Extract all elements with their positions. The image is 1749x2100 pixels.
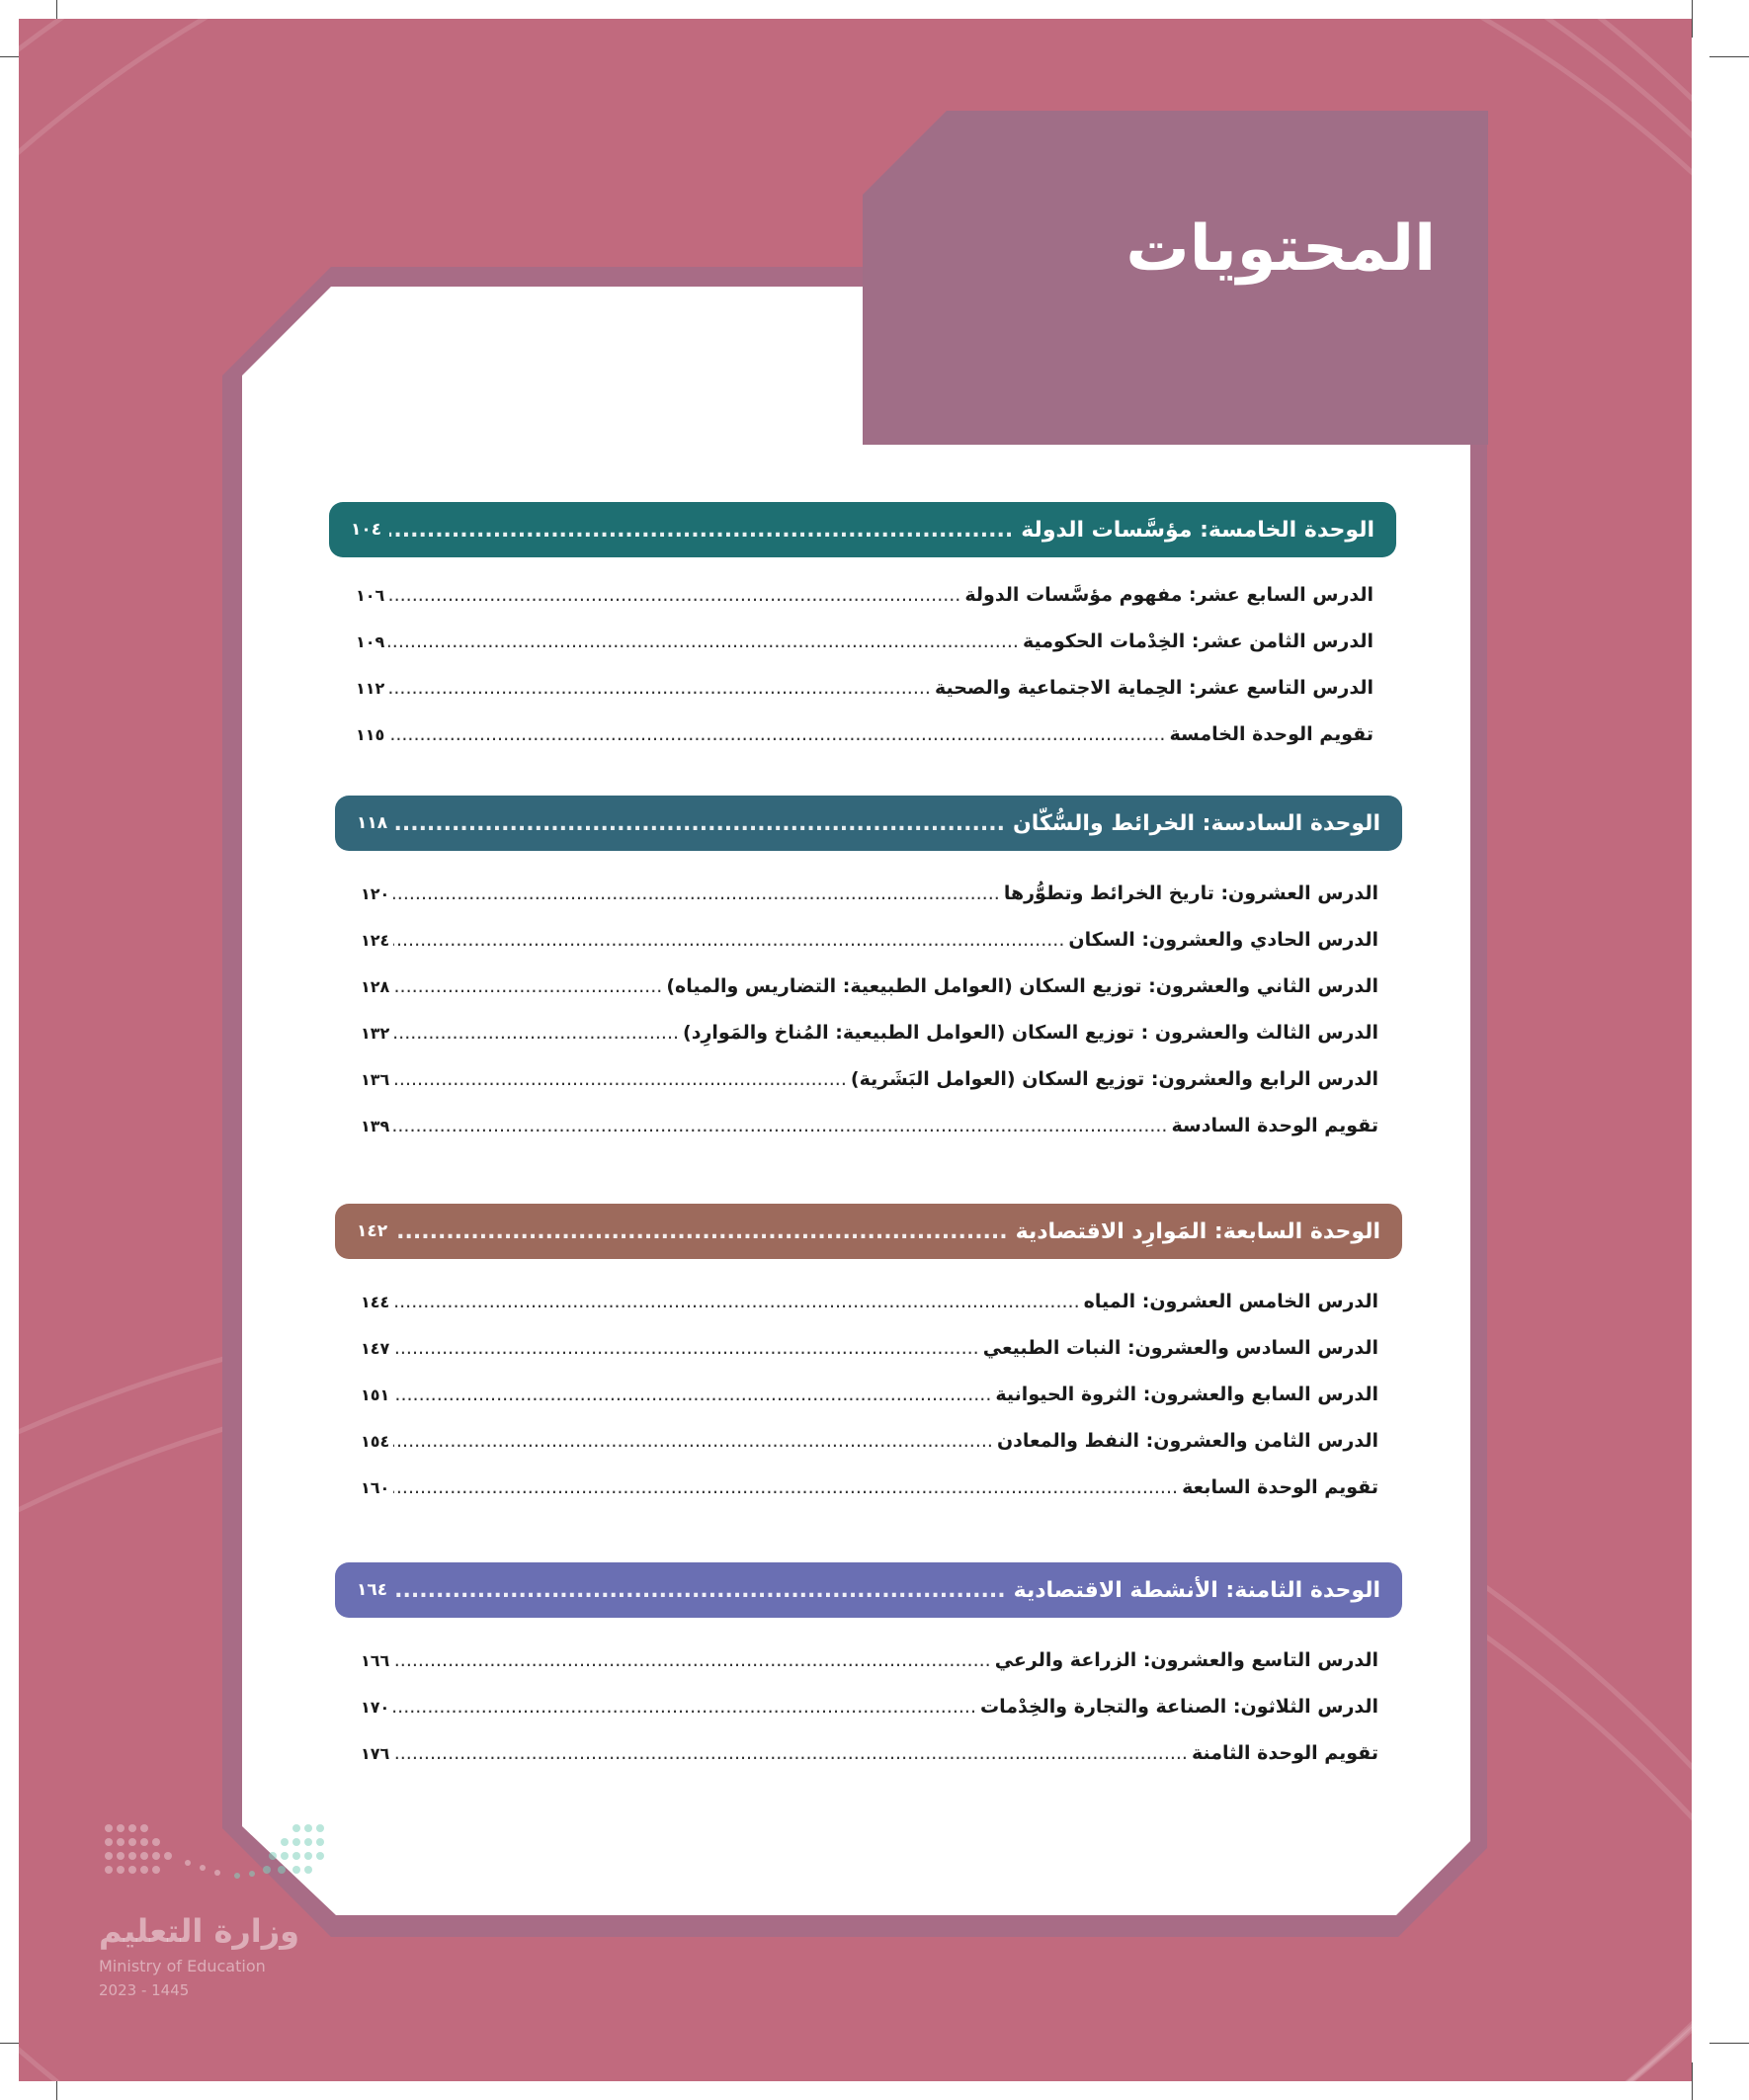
leader-dots <box>393 1337 978 1359</box>
lesson-row[interactable] <box>356 573 1374 617</box>
leader-dots <box>395 1578 1005 1603</box>
unit-heading-label: الوحدة الثامنة: الأنشطة الاقتصادية <box>1013 1577 1380 1603</box>
leader-dots <box>393 1115 1167 1136</box>
lesson-page-number: ١٧٦ <box>361 1743 390 1763</box>
lesson-page-number: ١١٥ <box>356 724 385 744</box>
lesson-label: الدرس الثاني والعشرون: توزيع السكان (العوامل الطبيعية: التضاريس والمياه) <box>666 975 1378 997</box>
unit-page-number: ١٤٢ <box>357 1221 388 1241</box>
lesson-row[interactable] <box>356 666 1374 710</box>
lesson-page-number: ١٢٨ <box>361 976 390 996</box>
lesson-label: الدرس الخامس العشرون: المياه <box>1083 1291 1378 1312</box>
lesson-row[interactable] <box>361 918 1378 962</box>
leader-dots <box>393 882 1000 904</box>
leader-dots <box>395 811 1005 836</box>
crop-mark <box>1692 2062 1693 2100</box>
leader-dots <box>389 518 1013 543</box>
crop-mark <box>1709 2043 1749 2044</box>
unit-heading[interactable] <box>329 502 1396 557</box>
lesson-page-number: ١٠٩ <box>356 631 385 651</box>
lesson-row[interactable] <box>361 1011 1378 1054</box>
leader-dots <box>393 1430 993 1452</box>
lesson-row[interactable] <box>361 1638 1378 1682</box>
leader-dots <box>388 723 1165 745</box>
lesson-label: الدرس العشرون: تاريخ الخرائط وتطوُّرها <box>1003 882 1378 904</box>
leader-dots <box>393 975 662 997</box>
lesson-label: الدرس الثالث والعشرون : توزيع السكان (العوامل الطبيعية: المُناخ والمَوارِد) <box>683 1022 1378 1044</box>
lesson-label: الدرس الثلاثون: الصناعة والتجارة والخِدْمات <box>980 1696 1378 1718</box>
lesson-page-number: ١٢٤ <box>361 930 390 950</box>
unit-heading-label: الوحدة الخامسة: مؤسَّسات الدولة <box>1021 517 1374 543</box>
lesson-row[interactable] <box>361 1685 1378 1728</box>
unit-heading-label: الوحدة السابعة: المَوارِد الاقتصادية <box>1015 1218 1380 1244</box>
unit-heading[interactable] <box>335 1204 1402 1259</box>
lesson-row[interactable] <box>361 872 1378 915</box>
leader-dots <box>393 1022 679 1044</box>
leader-dots <box>388 584 960 606</box>
lesson-label: الدرس الرابع والعشرون: توزيع السكان (العوامل البَشَرية) <box>850 1068 1378 1090</box>
lesson-row[interactable] <box>361 1466 1378 1509</box>
lesson-label: تقويم الوحدة الخامسة <box>1169 723 1374 745</box>
lesson-label: تقويم الوحدة الثامنة <box>1191 1742 1378 1764</box>
unit-page-number: ١٦٤ <box>357 1580 388 1600</box>
lesson-label: تقويم الوحدة السادسة <box>1171 1115 1378 1136</box>
lesson-label: الدرس التاسع عشر: الحِماية الاجتماعية والصحية <box>934 677 1374 699</box>
leader-dots <box>395 1219 1007 1244</box>
unit-page-number: ١١٨ <box>357 813 388 833</box>
leader-dots <box>388 677 931 699</box>
leader-dots <box>393 1384 991 1405</box>
lesson-page-number: ١٢٠ <box>361 883 390 903</box>
lesson-page-number: ١٣٦ <box>361 1069 390 1089</box>
crop-mark <box>1709 56 1749 57</box>
leader-dots <box>393 1696 976 1718</box>
lesson-page-number: ١١٢ <box>356 678 385 698</box>
lesson-row[interactable] <box>361 1104 1378 1147</box>
lesson-row[interactable] <box>361 1057 1378 1101</box>
unit-heading[interactable] <box>335 1562 1402 1618</box>
lesson-label: الدرس الثامن والعشرون: النفط والمعادن <box>996 1430 1378 1452</box>
lesson-label: تقويم الوحدة السابعة <box>1182 1476 1378 1498</box>
leader-dots <box>393 1649 990 1671</box>
lesson-row[interactable] <box>361 1419 1378 1463</box>
lesson-row[interactable] <box>361 1373 1378 1416</box>
lesson-page-number: ١٧٠ <box>361 1697 390 1717</box>
ministry-year: 2023 - 1445 <box>99 1981 190 1999</box>
crop-mark <box>1692 0 1693 38</box>
unit-page-number: ١٠٤ <box>351 520 382 540</box>
lesson-page-number: ١٤٧ <box>361 1338 390 1358</box>
lesson-label: الدرس التاسع والعشرون: الزراعة والرعي <box>994 1649 1378 1671</box>
leader-dots <box>388 630 1019 652</box>
leader-dots <box>393 1476 1178 1498</box>
lesson-row[interactable] <box>361 965 1378 1008</box>
leader-dots <box>393 1742 1188 1764</box>
lesson-page-number: ١٦٠ <box>361 1477 390 1497</box>
lesson-page-number: ١٣٢ <box>361 1023 390 1043</box>
leader-dots <box>393 929 1064 951</box>
lesson-row[interactable] <box>361 1326 1378 1370</box>
leader-dots <box>393 1291 1079 1312</box>
lesson-label: الدرس الثامن عشر: الخِدْمات الحكومية <box>1022 630 1374 652</box>
ministry-name-en: Ministry of Education <box>99 1957 266 1975</box>
leader-dots <box>393 1068 847 1090</box>
lesson-row[interactable] <box>361 1280 1378 1323</box>
unit-heading[interactable] <box>335 796 1402 851</box>
lesson-label: الدرس السابع والعشرون: الثروة الحيوانية <box>995 1384 1378 1405</box>
lesson-row[interactable] <box>361 1731 1378 1775</box>
lesson-page-number: ١٤٤ <box>361 1292 390 1311</box>
lesson-page-number: ١٠٦ <box>356 585 385 605</box>
lesson-page-number: ١٥١ <box>361 1385 390 1404</box>
lesson-page-number: ١٣٩ <box>361 1116 390 1135</box>
lesson-row[interactable] <box>356 713 1374 756</box>
lesson-label: الدرس الحادي والعشرون: السكان <box>1068 929 1378 951</box>
lesson-label: الدرس السابع عشر: مفهوم مؤسَّسات الدولة <box>964 584 1374 606</box>
lesson-page-number: ١٥٤ <box>361 1431 390 1451</box>
page-title: المحتويات <box>1125 212 1436 286</box>
lesson-page-number: ١٦٦ <box>361 1650 390 1670</box>
ministry-name-ar: وزارة التعليم <box>99 1912 300 1950</box>
unit-heading-label: الوحدة السادسة: الخرائط والسُّكّان <box>1012 810 1380 836</box>
lesson-row[interactable] <box>356 620 1374 663</box>
lesson-label: الدرس السادس والعشرون: النبات الطبيعي <box>982 1337 1378 1359</box>
